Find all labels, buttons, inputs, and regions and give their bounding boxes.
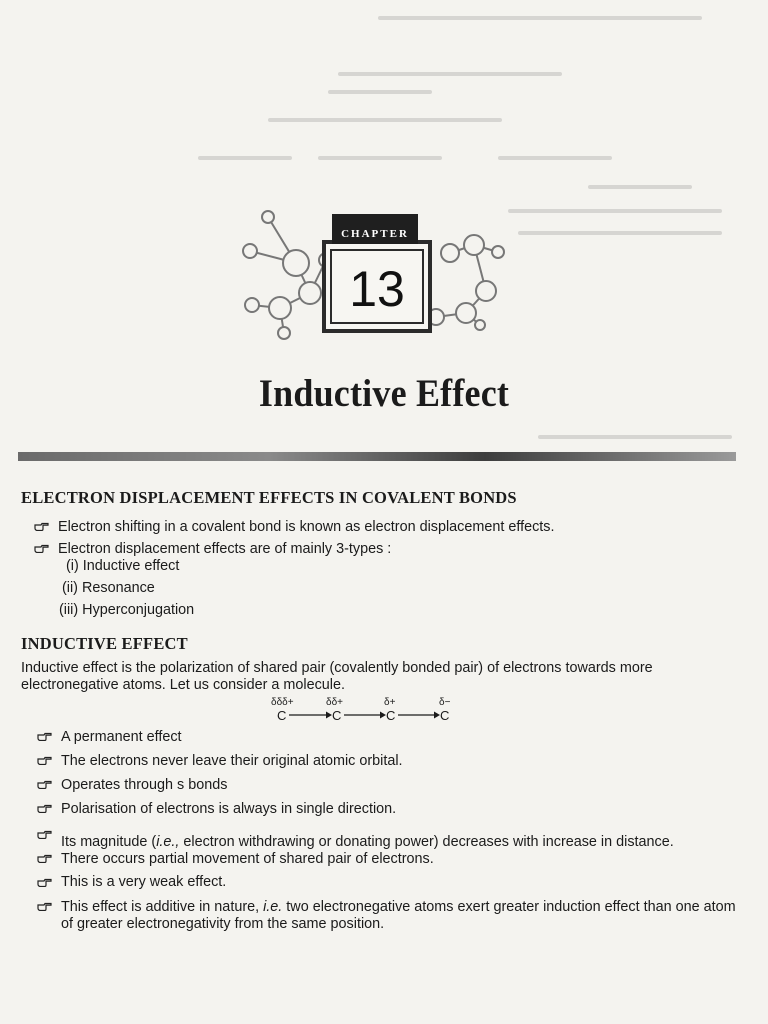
bullet-text: Polarisation of electrons is always in single direction. — [61, 801, 397, 817]
title-divider — [18, 452, 736, 461]
pointing-hand-icon — [37, 756, 52, 765]
bullet-text-additive: This effect is additive in nature, i.e. two electronegative atoms exert greater induction effect than one atom — [61, 899, 736, 915]
pointing-hand-icon — [37, 902, 52, 911]
section-heading-inductive-effect: INDUCTIVE EFFECT — [21, 634, 188, 653]
partial-charge: δ+ — [384, 697, 396, 708]
partial-charge: δδδ+ — [271, 697, 294, 708]
pointing-hand-icon — [34, 522, 49, 531]
bullet-text: The electrons never leave their original atomic orbital. — [61, 753, 403, 769]
pointing-hand-icon — [37, 878, 52, 887]
molecule-diagram — [268, 697, 458, 725]
bullet-continuation: of greater electronegativity from the same position. — [61, 916, 385, 932]
atom-carbon: C — [440, 708, 450, 723]
intro-line-2: electronegative atoms. Let us consider a molecule. — [21, 677, 345, 693]
bullet-text: Electron displacement effects are of mainly 3-types : — [58, 541, 392, 557]
bullet-text: Operates through s bonds — [61, 777, 228, 793]
chapter-label: CHAPTER — [341, 228, 409, 240]
type-item: (ii) Resonance — [62, 580, 155, 596]
chapter-badge — [236, 205, 506, 350]
chapter-number: 13 — [349, 261, 405, 317]
pointing-hand-icon — [37, 804, 52, 813]
type-item: (iii) Hyperconjugation — [59, 602, 195, 618]
bullet-text-magnitude: Its magnitude (i.e., electron withdrawing or donating power) decreases with increase in distance. — [61, 834, 674, 850]
intro-line-1: Inductive effect is the polarization of shared pair (covalently bonded pair) of electrons towards more — [21, 660, 653, 676]
type-item: (i) Inductive effect — [66, 558, 180, 574]
bullet-text: A permanent effect — [61, 729, 182, 745]
bullet-text: Electron shifting in a covalent bond is known as electron displacement effects. — [58, 519, 555, 535]
pointing-hand-icon — [37, 732, 52, 741]
atom-carbon: C — [386, 708, 396, 723]
bond-arrows — [268, 697, 458, 725]
pointing-hand-icon — [37, 854, 52, 863]
bullet-text: This is a very weak effect. — [61, 874, 227, 890]
intro-paragraph — [21, 660, 745, 694]
bullet-text: There occurs partial movement of shared pair of electrons. — [61, 851, 434, 867]
pointing-hand-icon — [34, 544, 49, 553]
partial-charge: δδ+ — [326, 697, 343, 708]
partial-charge: δ− — [439, 697, 451, 708]
pointing-hand-icon — [37, 830, 52, 839]
atom-carbon: C — [277, 708, 287, 723]
pointing-hand-icon — [37, 780, 52, 789]
section-heading-electron-displacement: ELECTRON DISPLACEMENT EFFECTS IN COVALENT BONDS — [21, 488, 517, 507]
atom-carbon: C — [332, 708, 342, 723]
chapter-title: Inductive Effect — [258, 371, 510, 415]
